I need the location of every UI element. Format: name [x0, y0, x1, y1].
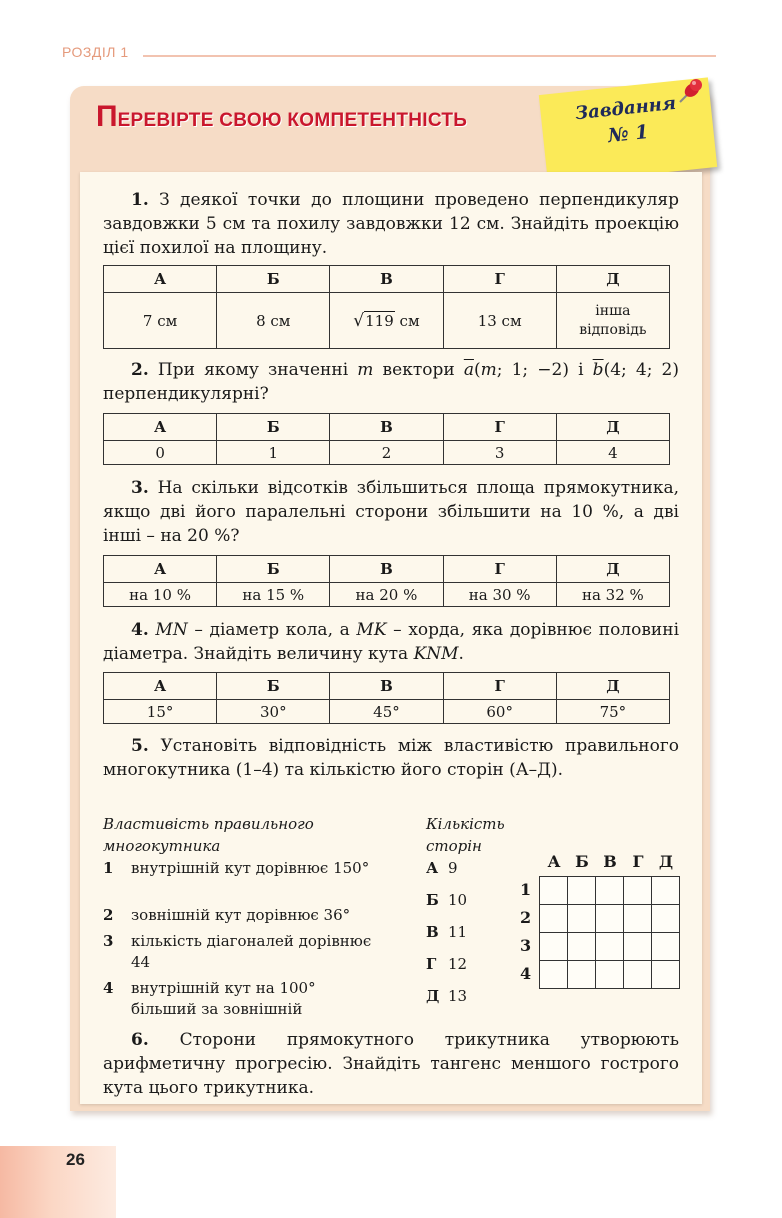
answer-cell: 60° — [443, 700, 556, 724]
grid-cell[interactable] — [540, 961, 568, 989]
grid-cell[interactable] — [568, 905, 596, 933]
side-option — [426, 859, 458, 877]
answer-cell: 0 — [104, 441, 217, 465]
side-letter: Б — [426, 891, 439, 909]
side-letter: Д — [426, 987, 440, 1005]
property-number: 4 — [103, 979, 114, 997]
task-2-text: вектори — [373, 360, 464, 380]
sticky-title: Завдання — [574, 92, 678, 125]
side-letter: А — [426, 859, 439, 877]
task-2-text: (4; 4; 2) перпендикулярні? — [103, 360, 680, 404]
task-2-text: ( — [473, 360, 481, 380]
task-3-number: 3. — [131, 478, 149, 498]
task-1-number: 1. — [131, 190, 149, 210]
answer-cell: 75° — [556, 700, 669, 724]
side-option — [426, 987, 467, 1005]
answer-cell: 2 — [330, 441, 443, 465]
task-6-text: Сторони прямокутного трикутника утворюють арифметичну прогресію. Знайдіть тангенс меншого гострого кута цього трикутника. — [103, 1030, 680, 1098]
task-1-text: З деякої точки до площини проведено перпендикуляр завдовжки 5 см та похилу завдовжки 12 см. Знайдіть проекцію цієї похилої на площину. — [103, 190, 679, 258]
answer-cell: 7 см — [104, 293, 217, 349]
answer-cell: 15° — [104, 700, 217, 724]
task-5-number: 5. — [131, 736, 149, 756]
task-4 — [103, 618, 679, 666]
answer-cell: 4 — [556, 441, 669, 465]
answer-cell: на 32 % — [556, 583, 669, 607]
answer-header-a: А — [104, 414, 217, 441]
side-option — [426, 923, 467, 941]
grid-cell[interactable] — [568, 877, 596, 905]
task-3-answer-table — [103, 555, 670, 607]
answer-cell: 13 см — [443, 293, 556, 349]
side-value: 11 — [448, 923, 468, 941]
answer-cell: 30° — [217, 700, 330, 724]
task-2-text: ; 1; −2) і — [496, 360, 593, 380]
grid-cell[interactable] — [624, 877, 652, 905]
answer-header-g: Г — [443, 556, 556, 583]
task-2-text: При якому значенні — [157, 360, 358, 380]
grid-row-number: 3 — [520, 936, 532, 955]
grid-cell[interactable] — [624, 905, 652, 933]
heading-first-letter: П — [96, 100, 118, 133]
section-heading — [96, 102, 467, 132]
var-knm: KNM — [413, 644, 459, 664]
grid-cell[interactable] — [624, 933, 652, 961]
side-value: 10 — [448, 891, 468, 909]
grid-row-number: 1 — [520, 880, 532, 899]
sqrt-radicand: 119 — [365, 311, 394, 330]
grid-cell[interactable] — [568, 961, 596, 989]
answer-cell: 45° — [330, 700, 443, 724]
task-4-number: 4. — [131, 620, 149, 640]
grid-cell[interactable] — [596, 905, 624, 933]
answer-cell: на 15 % — [217, 583, 330, 607]
task-3 — [103, 476, 679, 548]
grid-row-number: 4 — [520, 964, 532, 983]
grid-cell[interactable] — [540, 877, 568, 905]
other-line-1: інша — [595, 302, 631, 319]
task-4-text: – діаметр кола, а — [187, 620, 357, 640]
grid-cell[interactable] — [596, 933, 624, 961]
task-5 — [103, 734, 679, 782]
grid-cell[interactable] — [540, 905, 568, 933]
answer-cell-sqrt — [330, 293, 443, 349]
answer-header-b: Б — [217, 414, 330, 441]
other-line-2: відповідь — [579, 321, 647, 338]
side-option — [426, 955, 467, 973]
task-4-answer-table — [103, 672, 670, 724]
answer-cell: на 30 % — [443, 583, 556, 607]
grid-row-number: 2 — [520, 908, 532, 927]
grid-col-letter: А — [547, 852, 561, 871]
section-label: РОЗДІЛ 1 — [62, 44, 129, 60]
grid-col-letter: Д — [658, 852, 674, 871]
answer-header-a: А — [104, 266, 217, 293]
answer-cell: на 20 % — [330, 583, 443, 607]
sides-heading-line: сторін — [426, 837, 482, 855]
grid-cell[interactable] — [568, 933, 596, 961]
property-text: зовнішній кут дорівнює 36° — [131, 906, 351, 924]
answer-header-v: В — [330, 266, 443, 293]
grid-column-letters — [540, 852, 680, 871]
task-3-text: На скільки відсотків збільшиться площа прямокутника, якщо дві його паралельні сторони збільшити на 10 %, а дві інші – на 20 %? — [103, 478, 679, 546]
task-5-text: Установіть відповідність між властивістю правильного многокутника (1–4) та кількістю його сторін (А–Д). — [103, 736, 680, 780]
sides-heading-line: Кількість — [426, 815, 505, 833]
task-2-answer-table — [103, 413, 670, 465]
grid-cell[interactable] — [652, 933, 680, 961]
property-number: 2 — [103, 906, 114, 924]
property-column-heading — [103, 813, 314, 857]
answer-header-v: В — [330, 414, 443, 441]
grid-cell[interactable] — [652, 905, 680, 933]
property-heading-line: многокутника — [103, 837, 221, 855]
answer-header-b: Б — [217, 556, 330, 583]
task-1 — [103, 188, 679, 260]
grid-col-letter: В — [603, 852, 617, 871]
task-4-text: . — [458, 644, 464, 664]
answer-header-g: Г — [443, 414, 556, 441]
side-value: 9 — [448, 859, 458, 877]
var-m: m — [357, 360, 374, 380]
answer-header-b: Б — [217, 673, 330, 700]
grid-cell[interactable] — [596, 877, 624, 905]
answer-grid — [539, 876, 680, 989]
answer-cell: 3 — [443, 441, 556, 465]
task-1-answer-table — [103, 265, 670, 349]
section-divider — [143, 55, 716, 57]
answer-header-v: В — [330, 556, 443, 583]
page-corner-decoration — [0, 1146, 116, 1218]
answer-cell-other — [556, 293, 669, 349]
answer-header-v: В — [330, 673, 443, 700]
sides-column-heading — [426, 813, 505, 857]
answer-header-d: Д — [556, 414, 669, 441]
sticky-number: № 1 — [607, 120, 650, 148]
answer-header-d: Д — [556, 266, 669, 293]
answer-header-d: Д — [556, 673, 669, 700]
answer-header-b: Б — [217, 266, 330, 293]
heading-rest: ЕРЕВІРТЕ СВОЮ КОМПЕТЕНТНІСТЬ — [117, 110, 468, 131]
answer-cell: на 10 % — [104, 583, 217, 607]
answer-header-g: Г — [443, 266, 556, 293]
var-m: m — [480, 360, 497, 380]
task-4-text: – хорда, яка дорівнює половині діаметра. Знайдіть величину кута — [103, 620, 680, 664]
side-letter: Г — [426, 955, 437, 973]
grid-cell[interactable] — [540, 933, 568, 961]
push-pin-icon — [672, 76, 706, 110]
sqrt-unit: см — [394, 311, 420, 330]
side-option — [426, 891, 467, 909]
grid-col-letter: Г — [632, 852, 644, 871]
task-6-number: 6. — [131, 1030, 149, 1050]
grid-cell[interactable] — [596, 961, 624, 989]
vector-a: $\overline{a}$ — [463, 360, 474, 380]
side-letter: В — [426, 923, 439, 941]
grid-cell[interactable] — [652, 877, 680, 905]
side-value: 12 — [448, 955, 468, 973]
answer-header-a: А — [104, 673, 217, 700]
grid-col-letter: Б — [575, 852, 589, 871]
task-6 — [103, 1028, 679, 1100]
property-text: кількість діагоналей дорівнює 44 — [131, 932, 372, 971]
property-number: 3 — [103, 932, 114, 950]
answer-header-a: А — [104, 556, 217, 583]
grid-cell[interactable] — [624, 961, 652, 989]
var-mk: MK — [356, 620, 387, 640]
answer-header-d: Д — [556, 556, 669, 583]
task-2-number: 2. — [131, 360, 149, 380]
grid-cell[interactable] — [652, 961, 680, 989]
side-value: 13 — [448, 987, 468, 1005]
answer-cell: 1 — [217, 441, 330, 465]
page-number: 26 — [66, 1150, 85, 1169]
sqrt-icon: √ — [353, 310, 365, 331]
property-number: 1 — [103, 859, 114, 877]
vector-b: $\overline{b}$ — [592, 360, 604, 380]
answer-header-g: Г — [443, 673, 556, 700]
property-text: внутрішній кут на 100° більший за зовнішній — [131, 979, 316, 1018]
var-mn: MN — [155, 620, 188, 640]
property-text: внутрішній кут дорівнює 150° — [131, 859, 370, 877]
property-heading-line: Властивість правильного — [103, 815, 314, 833]
task-2 — [103, 358, 679, 406]
answer-cell: 8 см — [217, 293, 330, 349]
